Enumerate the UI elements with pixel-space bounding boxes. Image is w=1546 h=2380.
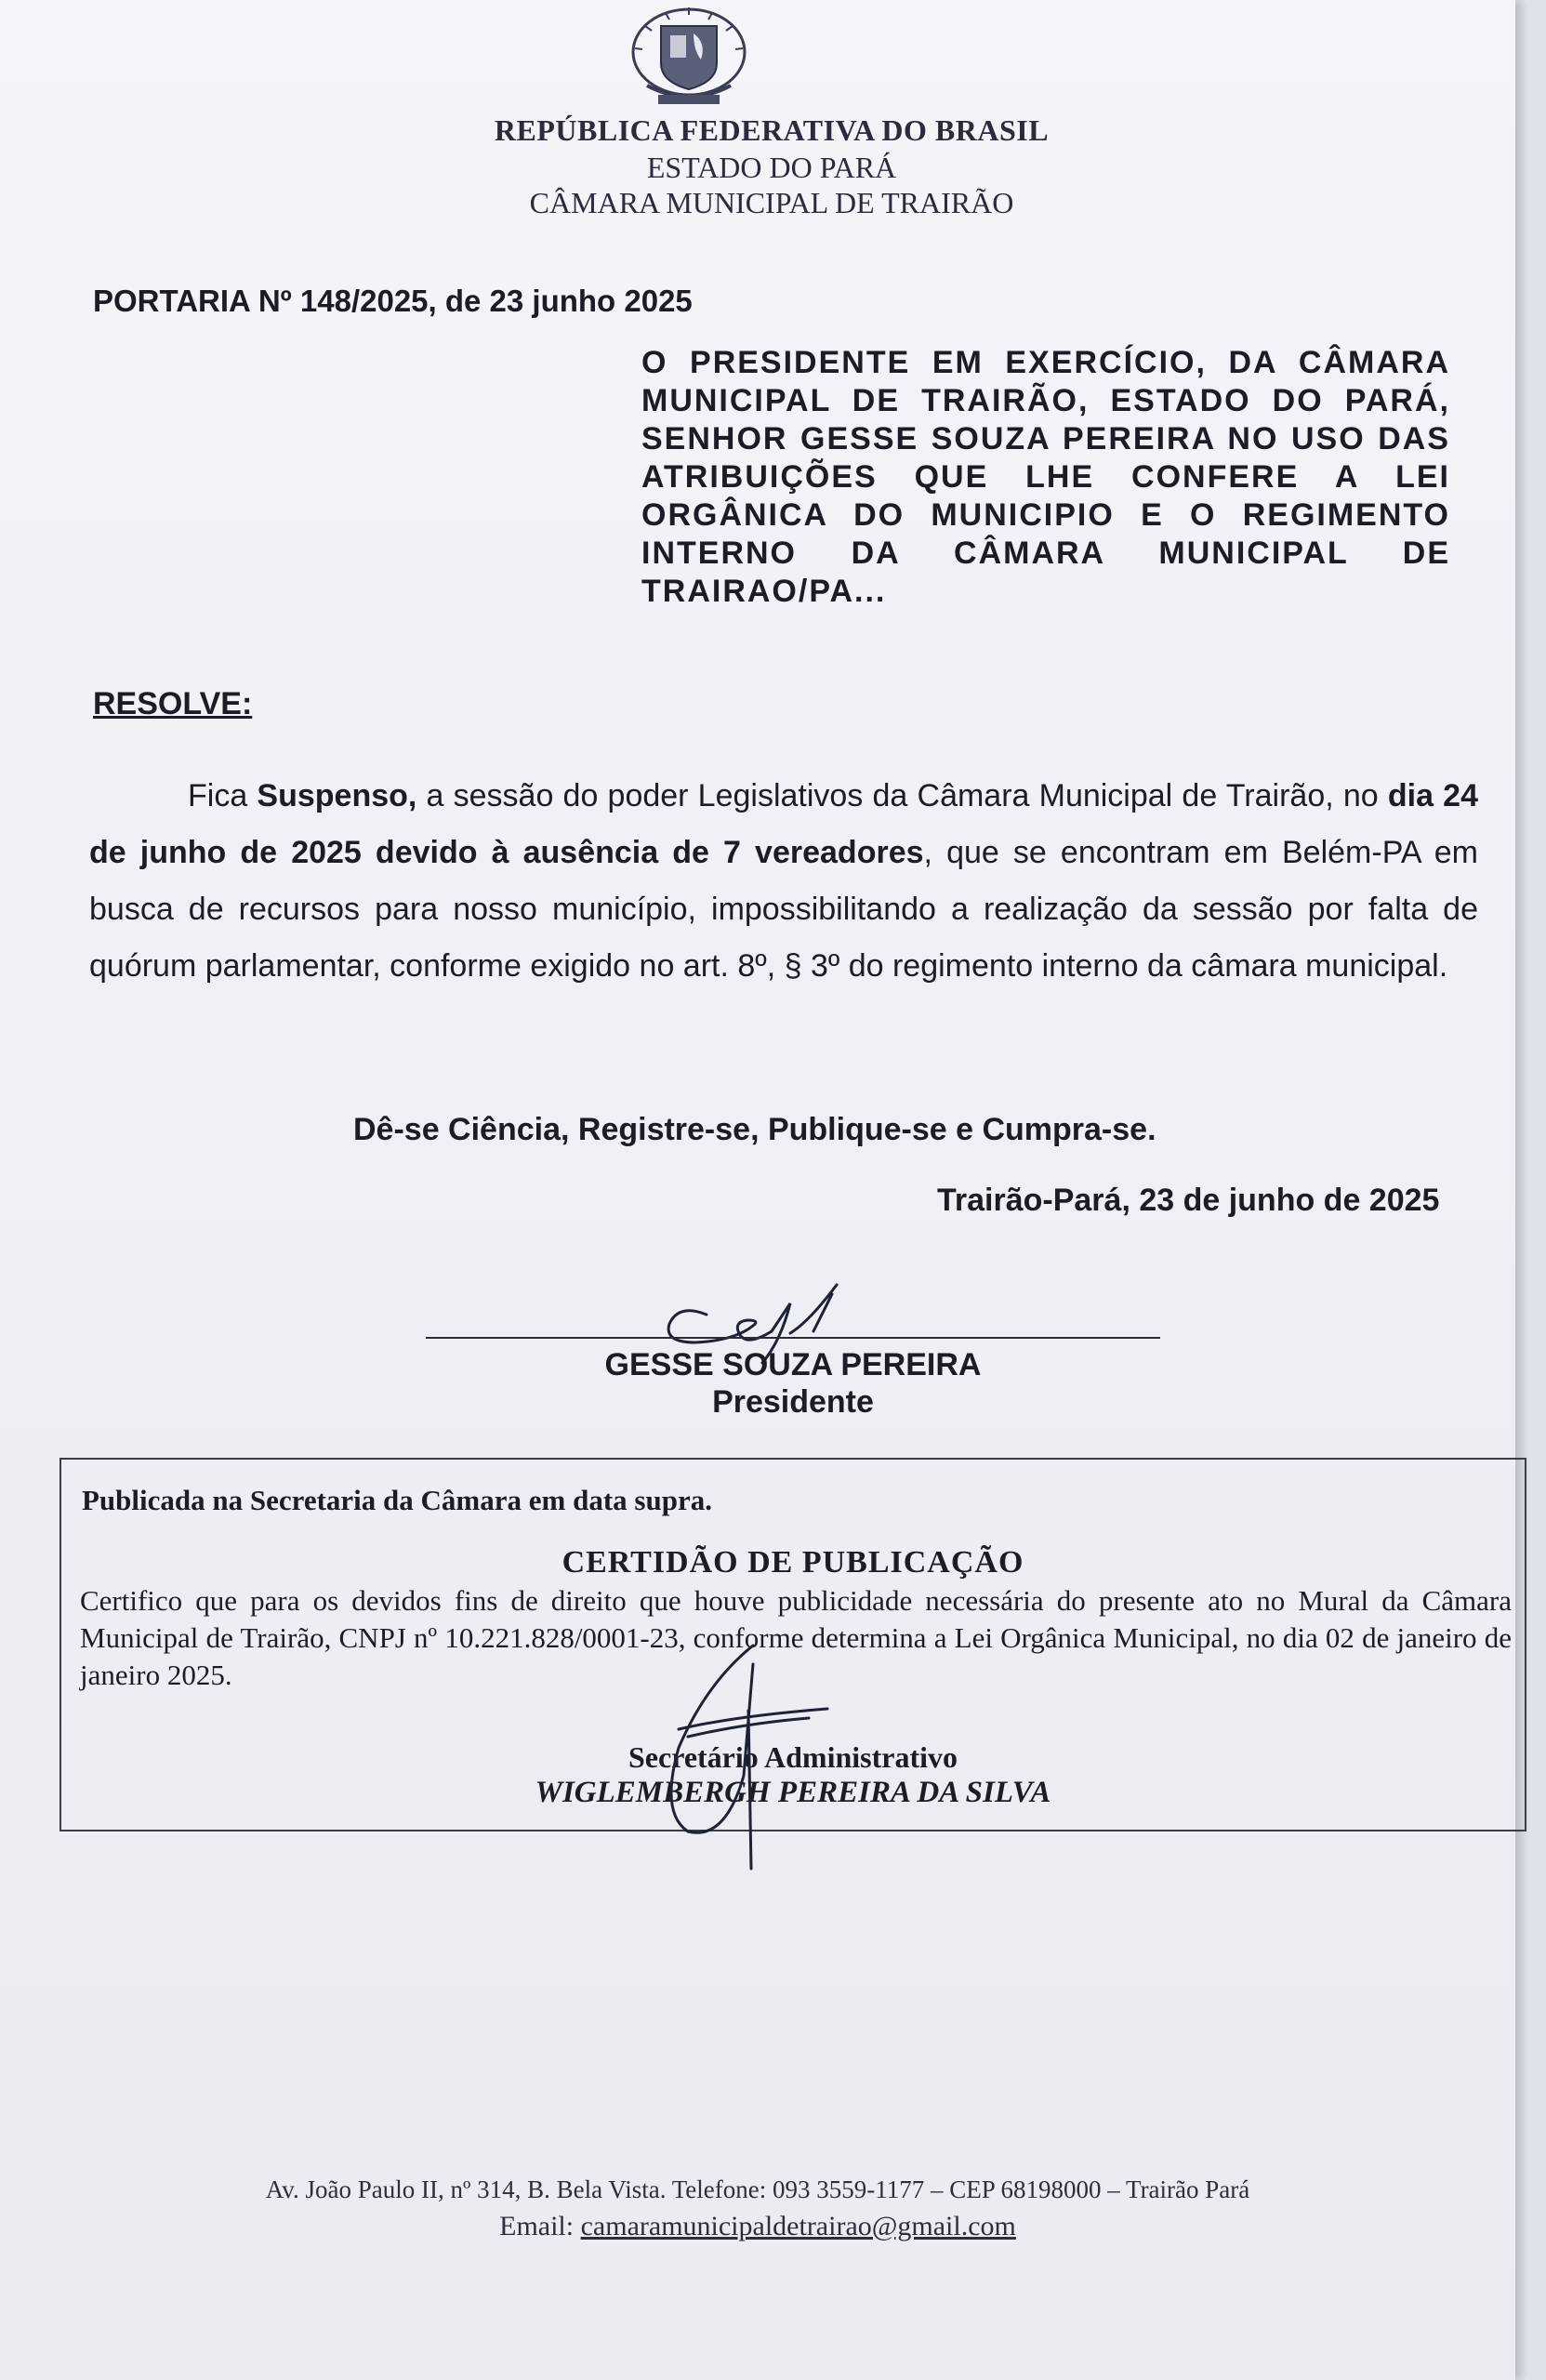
footer-email-label: Email: <box>499 2211 581 2241</box>
coat-of-arms-seal <box>628 6 749 113</box>
secretary-signature <box>651 1627 837 1878</box>
resolution-body <box>89 768 1478 995</box>
signer-title: Presidente <box>712 1384 874 1420</box>
body-text-3: , que se encontram em Belém-PA em busca de recursos para nosso município, impossibilitando a realização da sessão por falta de quórum parlamentar, conforme exigido no art. 8º, § 3º do regimento interno da câmara municipal. <box>89 835 1478 984</box>
header-state: ESTADO DO PARÁ <box>646 151 897 184</box>
resolve-heading: RESOLVE: <box>93 686 253 721</box>
secretary-name: WIGLEMBERGH PEREIRA DA SILVA <box>535 1776 1051 1809</box>
published-note: Publicada na Secretaria da Câmara em data supra. <box>82 1484 712 1516</box>
body-text-1: Fica <box>188 778 258 813</box>
body-bold-suspenso: Suspenso, <box>257 778 417 813</box>
footer-email <box>0 2211 1515 2242</box>
preamble: O PRESIDENTE EM EXERCÍCIO, DA CÂMARA MUNICIPAL DE TRAIRÃO, ESTADO DO PARÁ, SENHOR GESSE SOUZA PEREIRA NO USO DAS ATRIBUIÇÕES QUE LHE CONFERE A LEI ORGÂNICA DO MUNICIPIO E O REGIMENTO INTERNO DA CÂMARA MUNICIPAL DE TRAIRAO/PA... <box>641 345 1450 609</box>
portaria-title: PORTARIA Nº 148/2025, de 23 junho 2025 <box>93 284 693 318</box>
footer-address: Av. João Paulo II, nº 314, B. Bela Vista. Telefone: 093 3559-1177 – CEP 68198000 – Trairão Pará <box>265 2175 1250 2203</box>
footer-email-link[interactable]: camaramunicipaldetrairao@gmail.com <box>580 2211 1016 2241</box>
certificate-text: Certifico que para os devidos fins de direito que houve publicidade necessária do presente ato no Mural da Câmara Municipal de Trairão, CNPJ nº 10.221.828/0001-23, conforme determina a Lei Orgânica Municipal, no dia 02 de janeiro de janeiro 2025. <box>80 1584 1512 1691</box>
certificate-title: CERTIDÃO DE PUBLICAÇÃO <box>562 1545 1024 1580</box>
signer-name: GESSE SOUZA PEREIRA <box>604 1347 982 1382</box>
header-country: REPÚBLICA FEDERATIVA DO BRASIL <box>494 113 1050 147</box>
body-bold-date: dia 24 de junho de 2025 devido à ausência de 7 vereadores <box>89 778 1478 870</box>
signer-block <box>426 1346 1160 1421</box>
secretary-role: Secretário Administrativo <box>628 1740 958 1774</box>
decree-line: Dê-se Ciência, Registre-se, Publique-se e Cumpra-se. <box>353 1112 1156 1147</box>
header-chamber: CÂMARA MUNICIPAL DE TRAIRÃO <box>529 186 1014 219</box>
place-date: Trairão-Pará, 23 de junho de 2025 <box>937 1183 1440 1218</box>
signature-line <box>426 1337 1160 1339</box>
body-text-2: a sessão do poder Legislativos da Câmara Municipal de Trairão, no <box>416 778 1388 813</box>
